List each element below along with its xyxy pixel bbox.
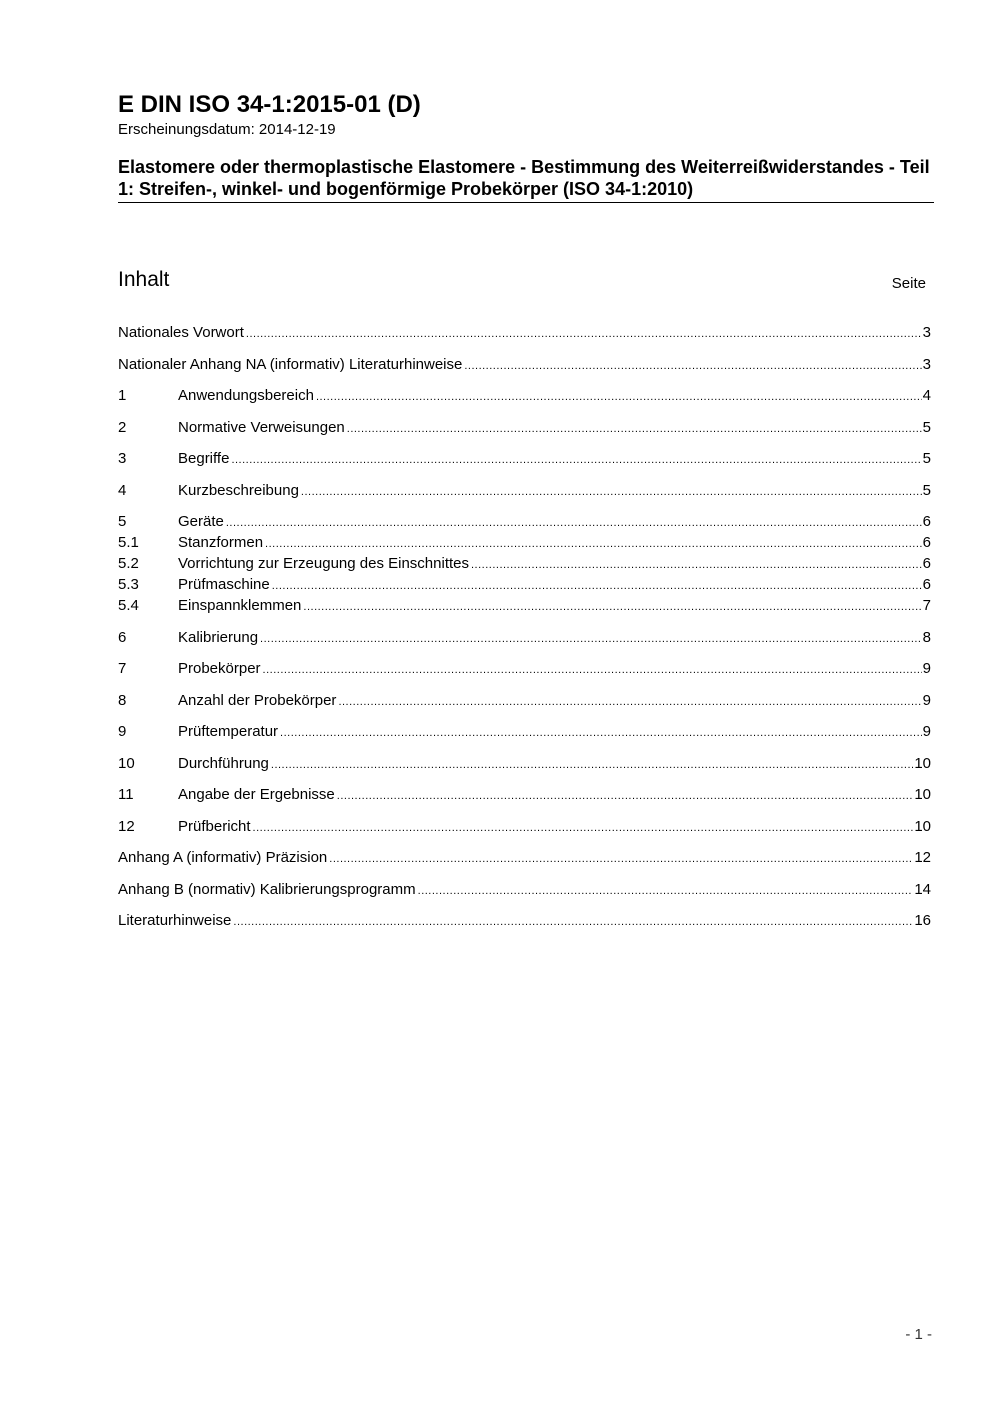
toc-entry[interactable] [118, 533, 931, 554]
toc-entry-number: 3 [118, 450, 127, 467]
toc-entry[interactable] [118, 449, 931, 470]
toc-entry-label: Prüfbericht [178, 817, 251, 835]
toc-entry-page: 14 [914, 880, 931, 898]
toc-entry-number: 2 [118, 418, 127, 436]
document-title: Elastomere oder thermoplastische Elastomere - Bestimmung des Weiterreißwiderstandes - Teil 1: Streifen-, winkel- und bogenförmige Probekörper (ISO 34-1:2010) [118, 156, 934, 203]
toc-dot-leader [418, 882, 914, 901]
toc-entry-number: 5.3 [118, 576, 139, 593]
toc-entry-number: 5.4 [118, 597, 139, 614]
toc-dot-leader [338, 693, 921, 712]
toc-entry-number: 5 [118, 513, 127, 530]
toc-entry-page: 9 [922, 691, 931, 709]
toc-entry[interactable] [118, 785, 931, 806]
toc-entry-label: Anhang A (informativ) Präzision [118, 849, 328, 866]
toc-entry-page: 10 [914, 817, 931, 835]
toc-entry-page: 4 [922, 387, 931, 404]
toc-entry-number: 1 [118, 387, 127, 404]
toc-dot-leader [471, 556, 922, 575]
toc-entry[interactable] [118, 554, 931, 575]
toc-entry[interactable] [118, 659, 931, 680]
toc-dot-leader [272, 577, 922, 596]
toc-entry-label: Kurzbeschreibung [178, 481, 299, 499]
toc-entry[interactable] [118, 575, 931, 596]
toc-entry-number: 9 [118, 723, 127, 740]
toc-entry-page: 6 [922, 555, 931, 572]
toc-entry-page: 12 [914, 849, 931, 866]
toc-entry-label: Anzahl der Probekörper [178, 691, 337, 709]
toc-dot-leader [271, 756, 913, 775]
toc-entry-label: Geräte [178, 513, 224, 530]
toc-entry-page: 6 [922, 534, 931, 551]
toc-dot-leader [464, 357, 921, 376]
toc-entry-label: Anwendungsbereich [178, 387, 314, 404]
toc-entry-page: 5 [922, 481, 931, 499]
toc-entry-page: 3 [922, 355, 931, 373]
toc-entry-page: 3 [922, 324, 931, 341]
toc-dot-leader [253, 819, 914, 838]
toc-entry-label: Einspannklemmen [178, 597, 302, 614]
toc-entry-page: 5 [922, 418, 931, 436]
toc-entry[interactable] [118, 596, 931, 617]
toc-entry-page: 9 [922, 723, 931, 740]
toc-page-column-label: Seite [891, 275, 926, 292]
toc-entry[interactable] [118, 691, 931, 712]
toc-entry-label: Vorrichtung zur Erzeugung des Einschnittes [178, 555, 469, 572]
toc-entry-label: Prüftemperatur [178, 723, 279, 740]
toc-dot-leader [316, 388, 922, 407]
table-of-contents [118, 323, 931, 932]
toc-entry[interactable] [118, 323, 931, 344]
toc-entry-page: 6 [922, 513, 931, 530]
toc-entry[interactable] [118, 754, 931, 775]
toc-dot-leader [233, 913, 913, 932]
publication-date: Erscheinungsdatum: 2014-12-19 [118, 121, 336, 138]
toc-entry-number: 5.1 [118, 534, 139, 551]
document-id: E DIN ISO 34-1:2015-01 (D) [118, 91, 421, 118]
toc-entry[interactable] [118, 880, 931, 901]
toc-entry-number: 6 [118, 628, 127, 646]
toc-entry[interactable] [118, 355, 931, 376]
toc-dot-leader [337, 787, 914, 806]
toc-entry-page: 6 [922, 576, 931, 593]
toc-entry-number: 12 [118, 817, 135, 835]
toc-entry[interactable] [118, 817, 931, 838]
toc-entry-label: Literaturhinweise [118, 912, 232, 929]
toc-entry-label: Nationales Vorwort [118, 324, 244, 341]
toc-entry-label: Durchführung [178, 754, 269, 772]
toc-heading: Inhalt [118, 268, 170, 291]
page-number: - 1 - [905, 1326, 932, 1343]
toc-entry-number: 7 [118, 660, 127, 677]
document-header [118, 90, 934, 203]
toc-dot-leader [265, 535, 922, 554]
toc-dot-leader [329, 850, 913, 869]
toc-entry-page: 9 [922, 660, 931, 677]
toc-dot-leader [226, 514, 922, 533]
toc-entry-label: Nationaler Anhang NA (informativ) Literaturhinweise [118, 355, 463, 373]
toc-entry-label: Kalibrierung [178, 628, 259, 646]
toc-dot-leader [231, 451, 921, 470]
toc-dot-leader [280, 724, 922, 743]
toc-entry-number: 5.2 [118, 555, 139, 572]
toc-entry-label: Stanzformen [178, 534, 264, 551]
toc-entry-page: 16 [914, 912, 931, 929]
toc-entry-page: 8 [922, 628, 931, 646]
toc-entry-number: 4 [118, 481, 127, 499]
toc-header [118, 268, 926, 298]
toc-entry-label: Angabe der Ergebnisse [178, 786, 335, 803]
toc-entry-page: 7 [922, 597, 931, 614]
toc-entry-label: Normative Verweisungen [178, 418, 345, 436]
toc-entry-number: 8 [118, 691, 127, 709]
toc-dot-leader [263, 661, 922, 680]
toc-entry[interactable] [118, 512, 931, 533]
toc-entry-label: Probekörper [178, 660, 261, 677]
toc-entry[interactable] [118, 481, 931, 502]
toc-entry[interactable] [118, 848, 931, 869]
toc-entry[interactable] [118, 628, 931, 649]
toc-entry[interactable] [118, 418, 931, 439]
toc-entry[interactable] [118, 911, 931, 932]
toc-entry-label: Begriffe [178, 450, 230, 467]
toc-dot-leader [260, 630, 922, 649]
toc-entry[interactable] [118, 722, 931, 743]
toc-entry-page: 5 [922, 450, 931, 467]
toc-dot-leader [347, 420, 922, 439]
toc-dot-leader [246, 325, 922, 344]
toc-entry[interactable] [118, 386, 931, 407]
toc-dot-leader [301, 483, 922, 502]
toc-entry-number: 10 [118, 754, 135, 772]
toc-dot-leader [303, 598, 921, 617]
toc-entry-page: 10 [914, 786, 931, 803]
toc-entry-number: 11 [118, 786, 134, 803]
toc-entry-label: Anhang B (normativ) Kalibrierungsprogramm [118, 880, 416, 898]
toc-entry-label: Prüfmaschine [178, 576, 270, 593]
toc-entry-page: 10 [914, 754, 931, 772]
